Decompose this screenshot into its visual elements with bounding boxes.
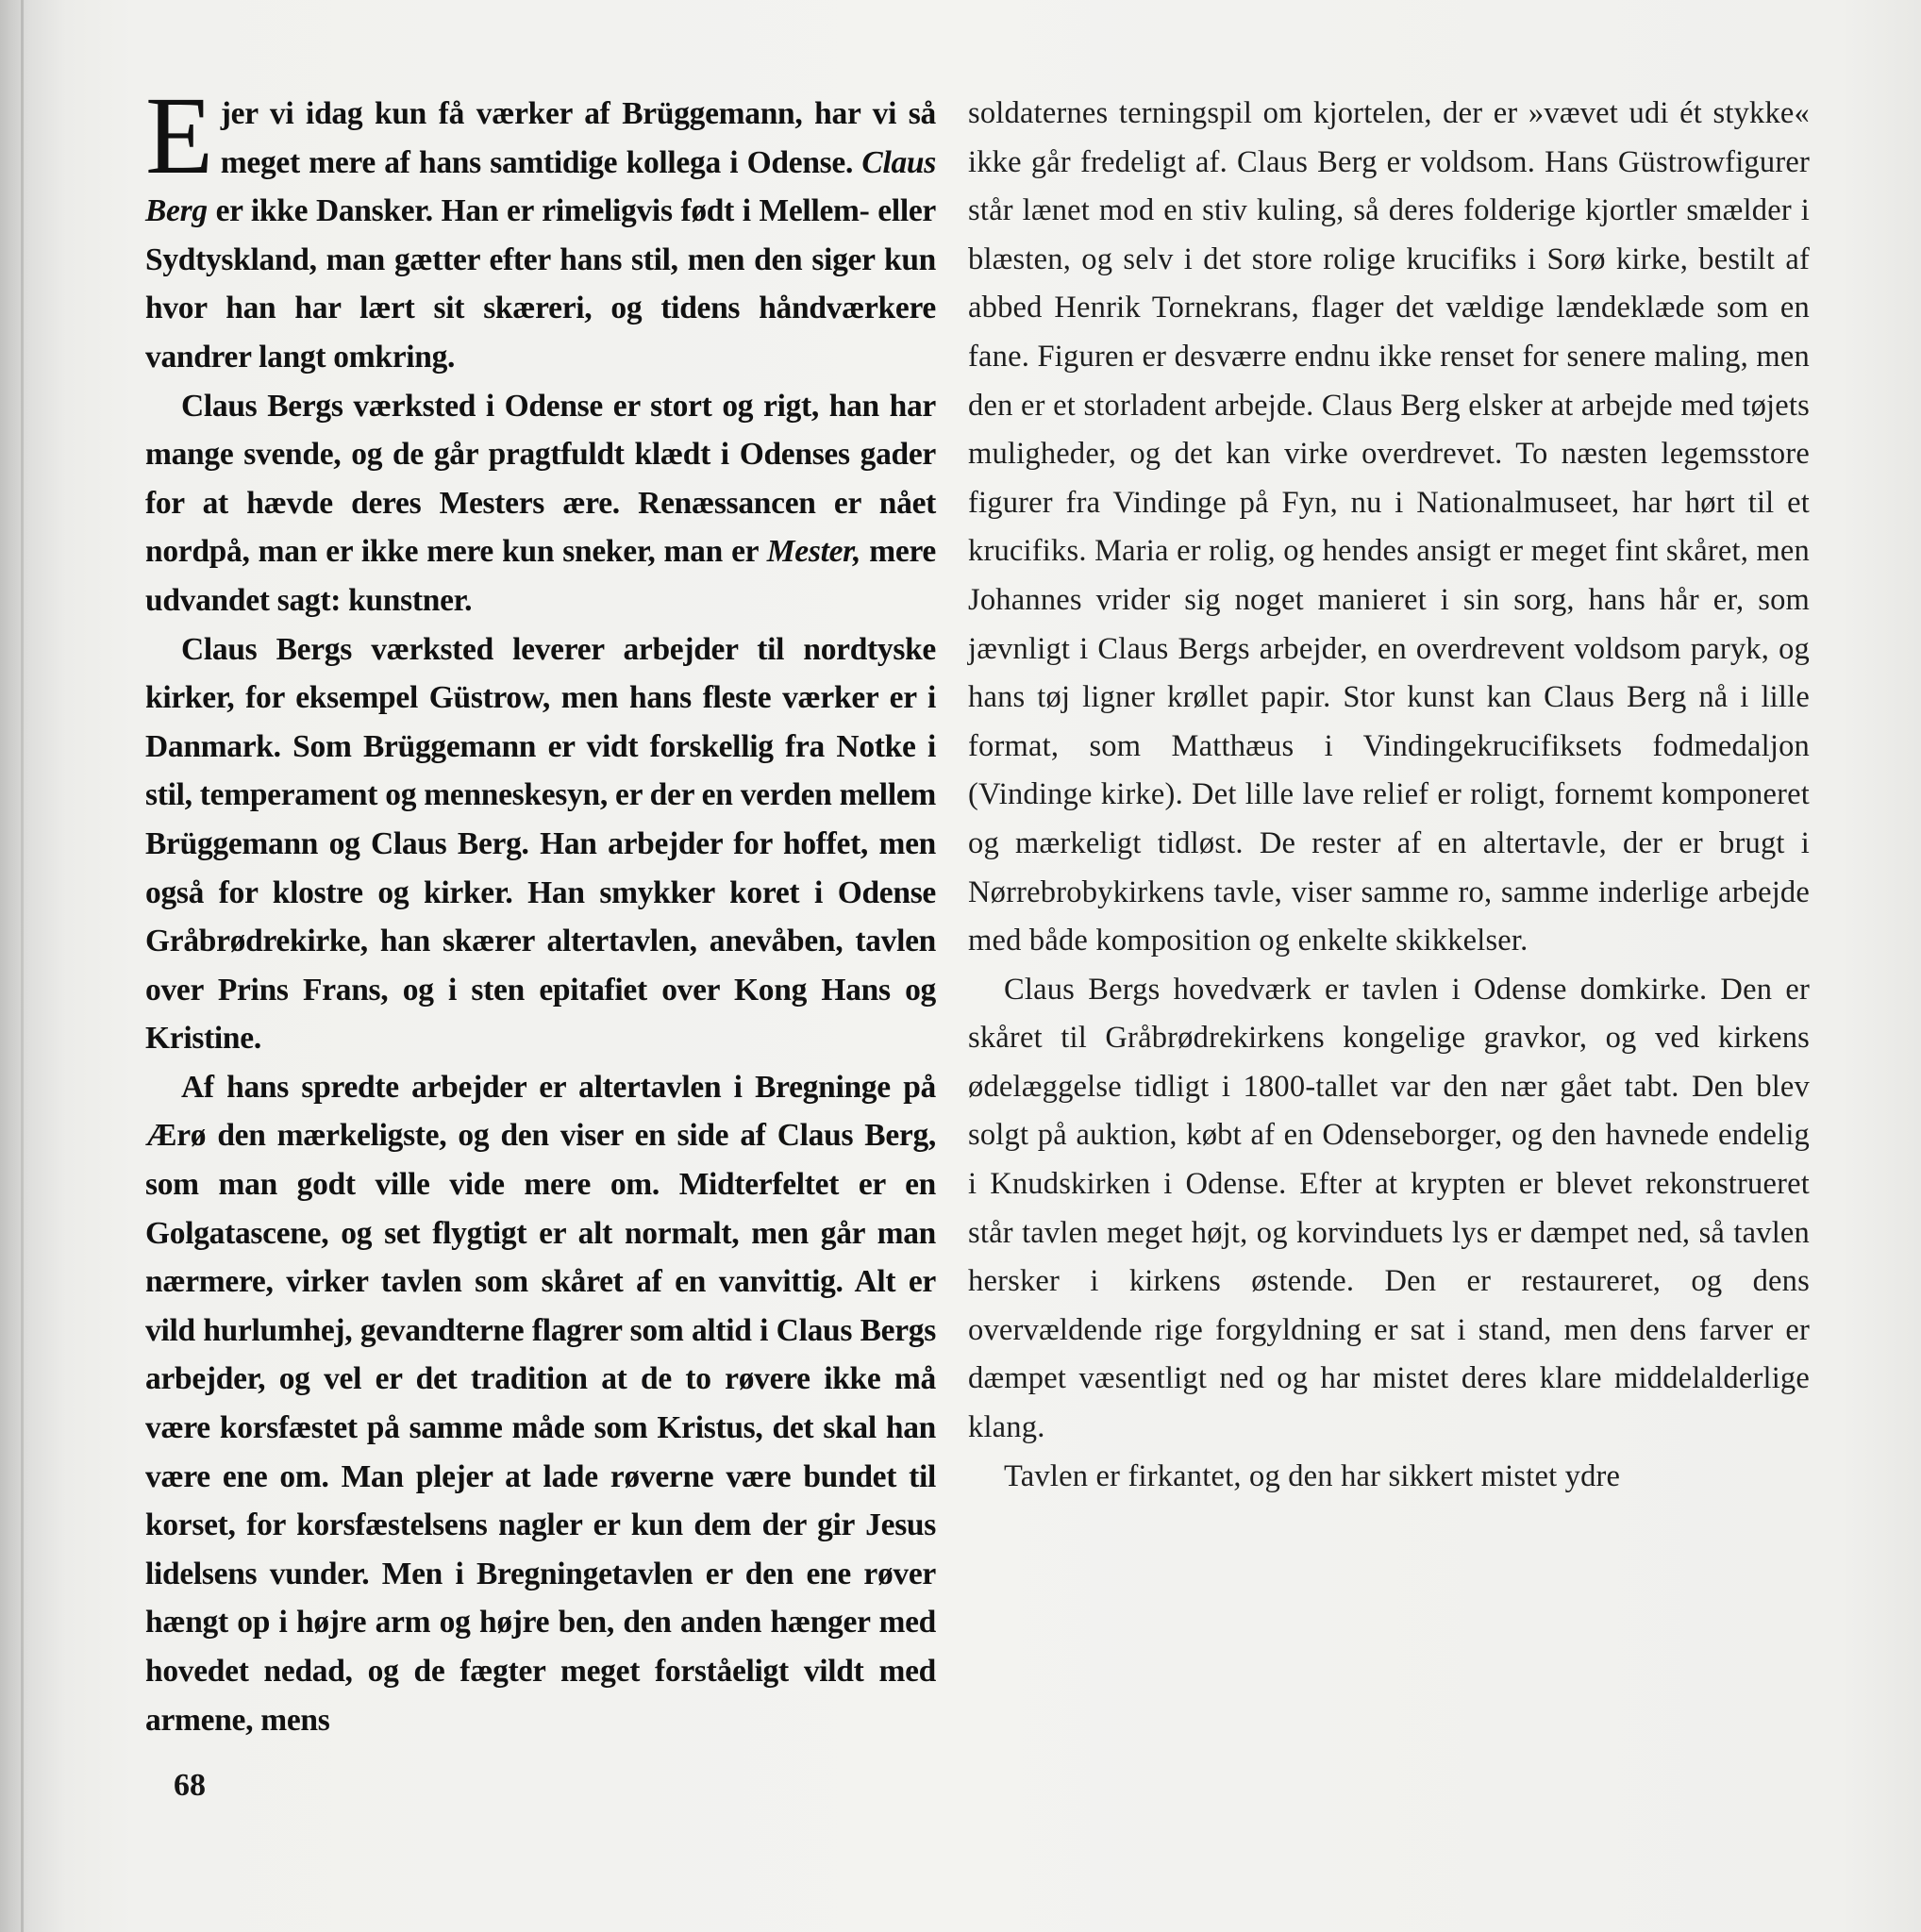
left-paragraph-1-italic: Claus Berg (145, 144, 936, 229)
left-paragraph-3: Claus Bergs værksted leverer arbejder til nordtyske kirker, for eksempel Güstrow, men hans fleste værker er i Danmark. Som Brüggemann er vidt forskellig fra Notke i stil, temperament og menneskesyn, er der en verden mellem Brüggemann og Claus Berg. Han arbejder for hoffet, men også for klostre og kirker. Han smykker koret i Odense Gråbrødrekirke, han skærer altertavlen, anevåben, tavlen over Prins Frans, og i sten epitafiet over Kong Hans og Kristine. (145, 631, 936, 1057)
left-paragraph-2-end: mere udvandet sagt: kunstner. (145, 534, 936, 618)
right-paragraph-3: Tavlen er firkantet, og den har sikkert mistet ydre (1004, 1458, 1621, 1493)
drop-cap: E (145, 74, 213, 197)
left-paragraph-1 (145, 74, 936, 382)
left-text-column (145, 74, 936, 1744)
left-paragraph-1-end: er ikke Dansker. Han er rimeligvis født i Mellem- eller Sydtyskland, man gætter efter hans stil, men den siger kun hvor han har lært sit skæreri, og tidens håndværkere vandrer langt omkring. (145, 193, 936, 375)
left-paragraph-2 (145, 382, 936, 625)
left-paragraph-1-start: jer vi idag kun få værker af Brüggemann, har vi så meget mere af hans samtidige kollega i Odense. (220, 96, 936, 180)
page-number: 68 (174, 1768, 206, 1803)
book-gutter (21, 0, 24, 1932)
right-paragraph-1: soldaternes terningspil om kjortelen, der er »vævet udi ét stykke« ikke går fredeligt af. Claus Berg er voldsom. Hans Güstrowfigurer står lænet mod en stiv kuling, så deres folderige kjortler smælder i blæsten, og selv i det store rolige krucifiks i Sorø kirke, bestilt af abbed Henrik Tornekrans, flager det vældige lændeklæde som en fane. Figuren er desværre endnu ikke renset for senere maling, men den er et storladent arbejde. Claus Berg elsker at arbejde med tøjets muligheder, og det kan virke overdrevet. To næsten legemsstore figurer fra Vindinge på Fyn, nu i Nationalmuseet, har hørt til et krucifiks. Maria er rolig, og hendes ansigt er meget fint skåret, men Johannes vrider sig noget manieret i sin sorg, hans hår er, som jævnligt i Claus Bergs arbejder, en overdrevent voldsom paryk, og hans tøj ligner krøllet papir. Stor kunst kan Claus Berg nå i lille format, som Matthæus i Vindingekrucifiksets fodmedaljon (Vindinge kirke). Det lille lave relief er roligt, fornemt komponeret og mærkeligt tidløst. De rester af en altertavle, der er brugt i Nørrebrobykirkens tavle, viser samme ro, samme inderlige arbejde med både komposition og enkelte skikkelser. (968, 96, 1810, 958)
left-paragraph-4: Af hans spredte arbejder er altertavlen i Bregninge på Ærø den mærkeligste, og den viser en side af Claus Berg, som man godt ville vide mere om. Midterfeltet er en Golgatascene, og set flygtigt er alt normalt, men går man nærmere, virker tavlen som skåret af en vanvittig. Alt er vild hurlumhej, gevandterne flagrer som altid i Claus Bergs arbejder, og vel er det tradition at de to røvere ikke må være korsfæstet på samme måde som Kristus, det skal han være ene om. Man plejer at lade røverne være bundet til korset, for korsfæstelsens nagler er kun dem der gir Jesus lidelsens vunder. Men i Bregningetavlen er den ene røver hængt op i højre arm og højre ben, den anden hænger med hovedet nedad, og de fægter meget forståeligt vildt med armene, mens (145, 1069, 936, 1738)
left-paragraph-2-start: Claus Bergs værksted i Odense er stort og rigt, han har mange svende, og de går pragtfuldt klædt i Odenses gader for at hævde deres Mesters ære. Renæssancen er nået nordpå, man er ikke mere kun sneker, man er (145, 388, 936, 570)
right-paragraph-2: Claus Bergs hovedværk er tavlen i Odense domkirke. Den er skåret til Gråbrødrekirkens kongelige gravkor, og ved kirkens ødelæggelse tidligt i 1800-tallet var den nær gået tabt. Den blev solgt på auktion, købt af en Odenseborger, og den havnede endelig i Knudskirken i Odense. Efter at krypten er blevet rekonstrueret står tavlen meget højt, og korvinduets lys er dæmpet ned, så tavlen hersker i kirkens østende. Den er restaureret, og dens overvældende rige forgyldning er sat i stand, men dens farver er dæmpet væsentligt ned og har mistet deres klare middelalderlige klang. (968, 972, 1810, 1445)
right-text-column (968, 90, 1810, 1501)
left-paragraph-2-italic: Mester, (766, 534, 861, 570)
